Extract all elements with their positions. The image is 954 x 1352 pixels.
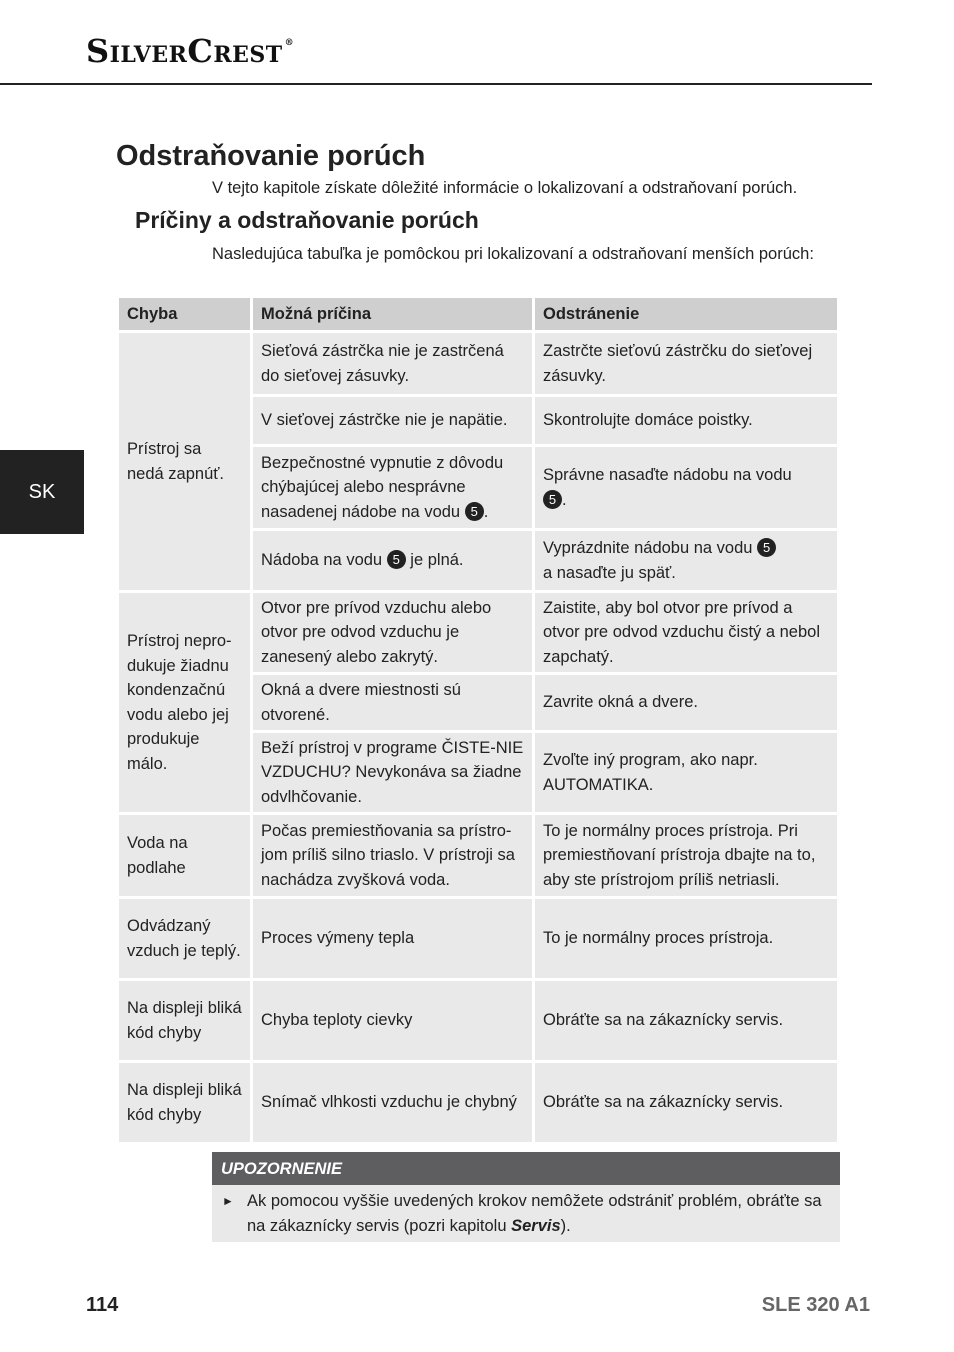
cause-cell: Počas premiestňovania sa prístro-jom príliš silno triaslo. V prístroji sa nachádza zvyšková voda. <box>252 814 534 898</box>
page-title: Odstraňovanie porúch <box>116 140 426 172</box>
cause-cell: Otvor pre prívod vzduchu alebo otvor pre odvod vzduchu je zanesený alebo zakrytý. <box>252 592 534 674</box>
fix-cell: Zavrite okná a dvere. <box>534 674 839 732</box>
cause-cell: Bezpečnostné vypnutie z dôvodu chýbajúcej alebo nesprávne nasadenej nádobe na vodu 5 . <box>252 446 534 530</box>
cause-cell: V sieťovej zástrčke nie je napätie. <box>252 396 534 446</box>
cause-cell: Chyba teploty cievky <box>252 980 534 1062</box>
notice-box <box>212 1152 840 1242</box>
fix-cell: Správne nasaďte nádobu na vodu 5 . <box>534 446 839 530</box>
header-cause: Možná príčina <box>252 297 534 332</box>
fault-cell: Prístroj sa nedá zapnúť. <box>118 332 252 592</box>
header-rule <box>0 83 872 85</box>
cause-cell: Beží prístroj v programe ČISTE-NIE VZDUCHU? Nevykonáva sa žiadne odvlhčovanie. <box>252 732 534 814</box>
fix-cell: Obráťte sa na zákaznícky servis. <box>534 980 839 1062</box>
table-row <box>118 1062 839 1144</box>
table-row <box>118 592 839 674</box>
header-fault: Chyba <box>118 297 252 332</box>
fault-cell: Voda na podlahe <box>118 814 252 898</box>
fault-cell: Na displeji bliká kód chyby <box>118 1062 252 1144</box>
language-tab: SK <box>0 450 84 534</box>
chapter-reference: Servis <box>511 1216 561 1235</box>
fault-cell: Na displeji bliká kód chyby <box>118 980 252 1062</box>
table-row <box>118 898 839 980</box>
header-fix: Odstránenie <box>534 297 839 332</box>
cause-cell: Okná a dvere miestnosti sú otvorené. <box>252 674 534 732</box>
fix-cell: Vyprázdnite nádobu na vodu 5 a nasaďte ju späť. <box>534 530 839 592</box>
page-number: 114 <box>86 1294 119 1316</box>
fix-cell: Zastrčte sieťovú zástrčku do sieťovej zásuvky. <box>534 332 839 396</box>
section-title: Príčiny a odstraňovanie porúch <box>135 207 479 233</box>
model-name: SLE 320 A1 <box>761 1294 870 1316</box>
table-row <box>118 980 839 1062</box>
table-row <box>118 814 839 898</box>
cause-cell: Sieťová zástrčka nie je zastrčená do sieťovej zásuvky. <box>252 332 534 396</box>
cause-cell: Snímač vlhkosti vzduchu je chybný <box>252 1062 534 1144</box>
reference-badge: 5 <box>387 550 406 569</box>
fault-cell: Prístroj nepro-dukuje žiadnu kondenzačnú vodu alebo jej produkuje málo. <box>118 592 252 814</box>
reference-badge: 5 <box>465 502 484 521</box>
cause-cell: Proces výmeny tepla <box>252 898 534 980</box>
arrow-icon: ► <box>222 1194 234 1208</box>
notice-body: ► Ak pomocou vyššie uvedených krokov nemôžete odstrániť problém, obráťte sa na zákaznícky servis (pozri kapitolu Servis). <box>212 1185 840 1242</box>
fix-cell: Obráťte sa na zákaznícky servis. <box>534 1062 839 1144</box>
fix-cell: Skontrolujte domáce poistky. <box>534 396 839 446</box>
brand-logo: SilverCrest ® <box>86 32 295 70</box>
fix-cell: Zvoľte iný program, ako napr. AUTOMATIKA. <box>534 732 839 814</box>
reference-badge: 5 <box>757 538 776 557</box>
table-intro: Nasledujúca tabuľka je pomôckou pri lokalizovaní a odstraňovaní menších porúch: <box>212 245 814 263</box>
fix-cell: To je normálny proces prístroja. <box>534 898 839 980</box>
fault-cell: Odvádzaný vzduch je teplý. <box>118 898 252 980</box>
fix-cell: Zaistite, aby bol otvor pre prívod a otvor pre odvod vzduchu čistý a nebol zapchatý. <box>534 592 839 674</box>
notice-title: UPOZORNENIE <box>212 1152 840 1185</box>
fix-cell: To je normálny proces prístroja. Pri premiestňovaní prístroja dbajte na to, aby ste prístrojom príliš netriasli. <box>534 814 839 898</box>
cause-cell: Nádoba na vodu 5 je plná. <box>252 530 534 592</box>
chapter-intro: V tejto kapitole získate dôležité informácie o lokalizovaní a odstraňovaní porúch. <box>212 179 798 197</box>
table-row <box>118 332 839 396</box>
reference-badge: 5 <box>543 490 562 509</box>
table-header-row <box>118 297 839 332</box>
troubleshooting-table <box>116 295 840 1145</box>
